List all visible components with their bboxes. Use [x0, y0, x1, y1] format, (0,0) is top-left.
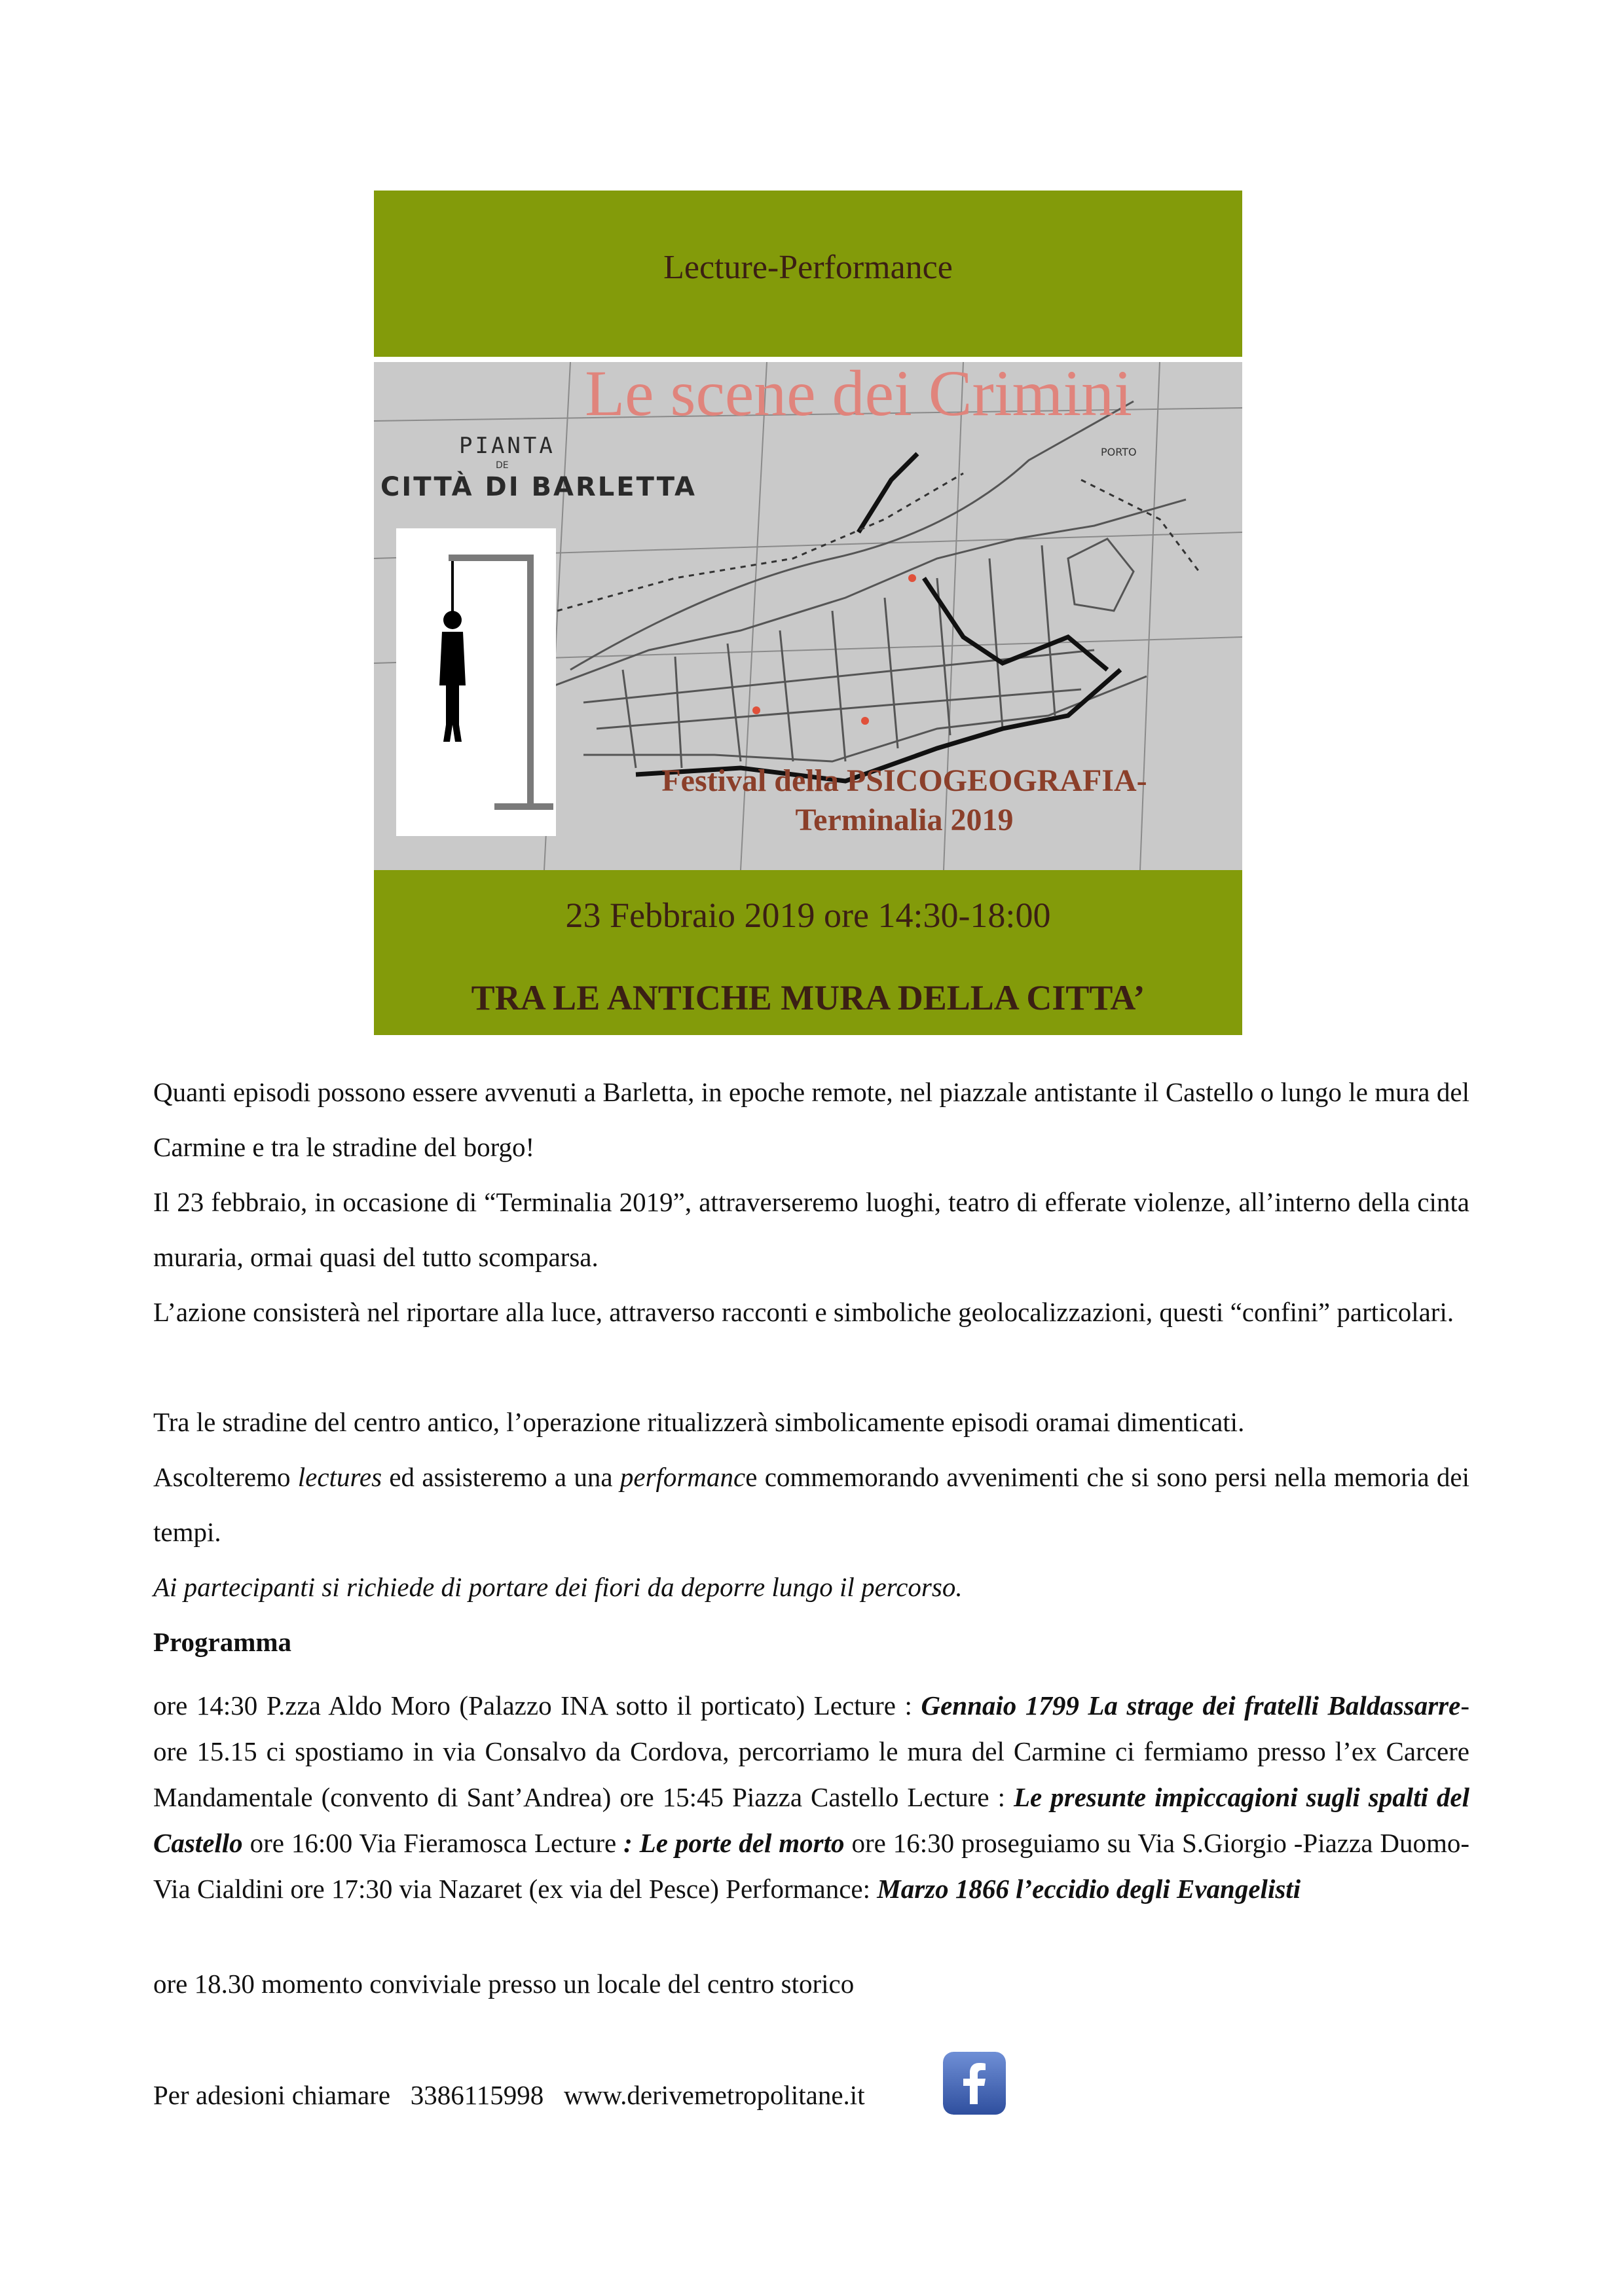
event-poster: [374, 191, 1242, 1035]
facebook-icon[interactable]: [943, 2052, 1006, 2115]
performance-word: performanc: [619, 1462, 746, 1492]
lectures-paragraph: [153, 1449, 1469, 1559]
poster-top-title: Lecture-Performance: [663, 249, 953, 286]
contact-label: Per adesioni chiamare: [153, 2080, 391, 2110]
map-title-city: CITTÀ DI BARLETTA: [380, 472, 697, 502]
schedule-text-3: ore 16:00 Via Fieramosca Lecture: [242, 1828, 624, 1858]
ritual-paragraph: Tra le stradine del centro antico, l’operazione ritualizzerà simbolicamente episodi oramai dimenticati.: [153, 1407, 1245, 1437]
contact-phone[interactable]: 3386115998: [410, 2080, 544, 2110]
poster-place: TRA LE ANTICHE MURA DELLA CITTA’: [471, 978, 1145, 1017]
lectures-text-a: Ascolteremo: [153, 1462, 298, 1492]
poster-scene-title: Le scene dei Crimini: [585, 357, 1132, 429]
intro-paragraph: Quanti episodi possono essere avvenuti a Barletta, in epoche remote, nel piazzale antistante il Castello o lungo le mura del Carmine e tra le stradine del borgo!: [153, 1077, 1469, 1162]
flowers-note: Ai partecipanti si richiede di portare dei fiori da deporre lungo il percorso.: [153, 1572, 963, 1602]
action-paragraph: L’azione consisterà nel riportare alla luce, attraverso racconti e simboliche geolocalizzazioni, questi “confini” particolari.: [153, 1297, 1454, 1327]
poster-top-band: [374, 191, 1242, 357]
gallows-illustration: [396, 528, 556, 836]
schedule-highlight-2: Le presunte impiccagioni sugli spalti del Castello: [153, 1782, 1469, 1858]
schedule-highlight-3: : Le porte del morto: [623, 1828, 845, 1858]
date-paragraph: Il 23 febbraio, in occasione di “Terminalia 2019”, attraverseremo luoghi, teatro di efferate violenze, all’interno della cinta muraria, ormai quasi del tutto scomparsa.: [153, 1187, 1469, 1272]
map-title-pianta: PIANTA: [459, 433, 555, 459]
poster-bottom-band: [374, 870, 1242, 1035]
festival-title: Festival della PSICOGEOGRAFIA-: [661, 763, 1147, 798]
map-label-porto: PORTO: [1101, 446, 1137, 458]
schedule-text-1: ore 14:30 P.zza Aldo Moro (Palazzo INA sotto il porticato) Lecture :: [153, 1690, 921, 1721]
lectures-word: lectures: [297, 1462, 382, 1492]
schedule-highlight-4: Marzo 1866 l’eccidio degli Evangelisti: [877, 1874, 1301, 1904]
convivial-line: ore 18.30 momento conviviale presso un locale del centro storico: [153, 1969, 855, 1999]
festival-subtitle: Terminalia 2019: [795, 803, 1014, 837]
contact-line: [153, 2075, 865, 2115]
schedule-text-4: ore 16:30 proseguiamo su Via S.Giorgio -Piazza Duomo-Via Cialdini ore 17:30 via Nazaret (ex via del Pesce) Performance:: [153, 1828, 1469, 1904]
programma-schedule: [153, 1683, 1469, 1912]
hanged-man-icon: [396, 528, 556, 836]
lectures-text-e: e commemorando avvenimenti che si sono persi nella memoria dei tempi.: [153, 1462, 1469, 1547]
poster-date: 23 Febbraio 2019 ore 14:30-18:00: [565, 896, 1051, 935]
schedule-highlight-1: Gennaio 1799 La strage dei fratelli Baldassarre: [921, 1690, 1461, 1721]
lectures-text-c: ed assisteremo a una: [382, 1462, 620, 1492]
map-title-de: DE: [496, 460, 509, 471]
facebook-logo: [943, 2052, 1006, 2115]
barletta-map: [374, 357, 1242, 870]
schedule-text-2: - ore 15.15 ci spostiamo in via Consalvo da Cordova, percorriamo le mura del Carmine ci fermiamo presso l’ex Carcere Mandamentale (convento di Sant’Andrea) ore 15:45 Piazza Castello Lecture :: [153, 1690, 1469, 1812]
programma-heading: Programma: [153, 1627, 292, 1657]
contact-website[interactable]: www.derivemetropolitane.it: [564, 2080, 865, 2110]
